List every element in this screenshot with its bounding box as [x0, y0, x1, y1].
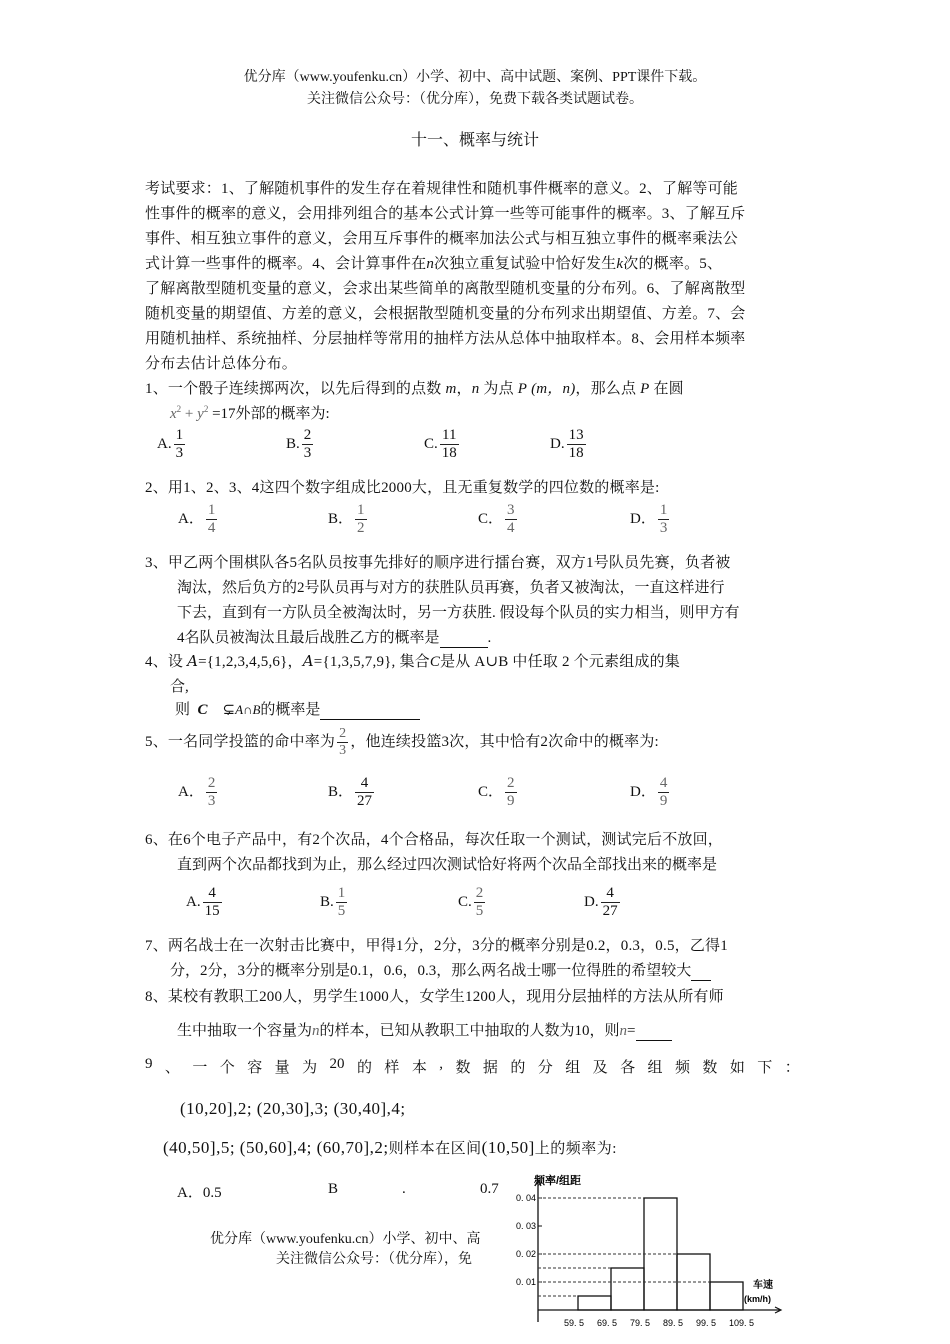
question-9-line-3: (40,50],5; (50,60],4; (60,70],2;则样本在区间(10,50]上的频率为:	[163, 1138, 617, 1157]
question-9-line-2: (10,20],2; (20,30],3; (30,40],4;	[180, 1099, 406, 1118]
q9-char: 频	[674, 1060, 690, 1076]
question-9-line-1	[145, 1056, 800, 1077]
footer-line-1: 优分库（www.youfenku.cn）小学、初中、高	[210, 1232, 481, 1247]
question-7-line-2: 分，2分，3分的概率分别是0.1，0.6，0.3，那么两名战士哪一位得胜的希望较大	[170, 959, 711, 981]
question-2-text: 2、用1、2、3、4这四个数字组成比2000大，且无重复数学的四位数的概率是:	[145, 480, 660, 496]
question-4-line-3: 则 C ⊊A∩B的概率是	[175, 698, 420, 720]
q5-option-b: B． $\frac{4}{27}$	[328, 775, 373, 810]
q9-char: 为	[302, 1060, 318, 1076]
q1-option-d: D. $\frac{13}{18}$	[550, 427, 584, 462]
histogram-bar	[611, 1268, 644, 1310]
question-5-text: 5、一名同学投篮的命中率为 $\frac{2}{3}$ ，他连续投篮3次，其中恰有2次命中的概率为:	[145, 726, 659, 759]
q5-option-c: C． $\frac{2}{9}$	[478, 775, 515, 810]
q1-option-c: C. $\frac{11}{18}$	[424, 427, 457, 462]
histogram-bar	[710, 1282, 743, 1310]
q9-char: 的	[510, 1060, 526, 1076]
question-6-line-1: 6、在6个电子产品中，有2个次品，4个合格品，每次任取一个测试，测试完后不放回，	[145, 832, 724, 848]
q9-char: 下	[757, 1060, 773, 1076]
question-4-line-1: 4、设 A={1,2,3,4,5,6}，A={1,3,5,7,9}, 集合C是从 A∪B 中任取 2 个元素组成的集	[145, 652, 681, 670]
q9-char: 组	[565, 1060, 581, 1076]
q9-char: 个	[219, 1060, 235, 1076]
q9-char: 的	[356, 1060, 372, 1076]
question-3-line-4: 4名队员被淘汰且最后战胜乙方的概率是 .	[177, 630, 492, 646]
q9-char: 如	[729, 1060, 745, 1076]
chart-title: 频率/组距	[534, 1175, 582, 1187]
question-8-line-2: 生中抽取一个容量为n的样本，已知从教职工中抽取的人数为10，则n=	[177, 1019, 672, 1041]
x-tick-label: 69. 5	[597, 1318, 618, 1328]
question-4-line-2: 合,	[170, 679, 189, 695]
q1-option-a: A. $\frac{1}{3}$	[157, 427, 184, 462]
q9-char: ,	[439, 1056, 444, 1072]
header-line-2: 关注微信公众号：（优分库），免费下载各类试题试卷。	[307, 92, 643, 107]
requirements-line-4: 式计算一些事件的概率。4、会计算事件在n次独立重复试验中恰好发生k次的概率。5、	[145, 256, 723, 272]
requirements-line-2: 性事件的概率的意义，会用排列组合的基本公式计算一些等可能事件的概率。3、了解互斥	[145, 206, 746, 222]
footer-line-2: 关注微信公众号：（优分库），免	[276, 1252, 472, 1267]
q9-option-c: 0.7	[480, 1181, 499, 1197]
x-tick-label: 79. 5	[630, 1318, 651, 1328]
q9-char: 分	[537, 1060, 553, 1076]
y-tick-label: 0. 02	[516, 1249, 537, 1259]
requirements-line-6: 随机变量的期望值、方差的意义，会根据散型随机变量的分布列求出期望值、方差。7、会	[145, 306, 746, 322]
question-3-line-1: 3、甲乙两个围棋队各5名队员按事先排好的顺序进行擂台赛，双方1号队员先赛，负者被	[145, 555, 731, 571]
q9-char: 、	[164, 1060, 180, 1076]
q9-char: ：	[784, 1060, 800, 1076]
q9-char: 及	[592, 1060, 608, 1076]
requirements-line-7: 用随机抽样、系统抽样、分层抽样等常用的抽样方法从总体中抽取样本。8、会用样本频率	[145, 331, 746, 347]
question-6-line-2: 直到两个次品都找到为止，那么经过四次测试恰好将两个次品全部找出来的概率是	[177, 857, 718, 873]
q2-option-b: B． $\frac{1}{2}$	[328, 502, 365, 537]
question-7-line-1: 7、两名战士在一次射击比赛中，甲得1分，2分，3分的概率分别是0.2，0.3，0.5，乙得1	[145, 938, 728, 954]
y-tick-label: 0. 04	[516, 1193, 537, 1203]
page-title: 十一、概率与统计	[410, 132, 539, 149]
q5-option-d: D． $\frac{4}{9}$	[630, 775, 668, 810]
requirements-line-1: 考试要求：1、了解随机事件的发生存在着规律性和随机事件概率的意义。2、了解等可能	[145, 181, 739, 197]
q9-char: 9	[145, 1056, 153, 1072]
requirements-line-8: 分布去估计总体分布。	[145, 356, 298, 372]
x-tick-label: 59. 5	[564, 1318, 585, 1328]
q5-option-a: A． $\frac{2}{3}$	[178, 775, 216, 810]
q2-option-a: A． $\frac{1}{4}$	[178, 502, 216, 537]
q1-option-b: B. $\frac{2}{3}$	[286, 427, 312, 462]
q6-option-a: A. $\frac{4}{15}$	[186, 885, 220, 920]
q9-char: 样	[384, 1060, 400, 1076]
q9-char: 各	[620, 1060, 636, 1076]
y-tick-label: 0. 01	[516, 1277, 537, 1287]
question-1-line-2: $x^2 + y^2 =17$外部的概率为:	[170, 404, 330, 422]
q2-option-c: C． $\frac{3}{4}$	[478, 502, 515, 537]
histogram-bar	[578, 1296, 611, 1310]
q6-option-d: D. $\frac{4}{27}$	[584, 885, 618, 920]
y-tick-label: 0. 03	[516, 1221, 537, 1231]
q9-char: 数	[702, 1060, 718, 1076]
question-3-line-3: 下去，直到有一方队员全被淘汰时，另一方获胜. 假设每个队员的实力相当，则甲方有	[177, 605, 740, 621]
q9-option-b: B	[328, 1181, 339, 1197]
question-1-line-1: 1、一个骰子连续掷两次，以先后得到的点数 m，n 为点 P (m，n)，那么点 P 在圆	[145, 381, 684, 397]
q6-option-b: B. $\frac{1}{5}$	[320, 885, 346, 920]
q9-char: 本	[411, 1060, 427, 1076]
q9-char: 组	[647, 1060, 663, 1076]
requirements-line-3: 事件、相互独立事件的意义，会用互斥事件的概率加法公式与相互独立事件的概率乘法公	[145, 231, 738, 247]
q9-option-dot: .	[402, 1181, 406, 1197]
header-line-1: 优分库（www.youfenku.cn）小学、初中、高中试题、案例、PPT课件下载。	[243, 70, 707, 85]
chart-xlabel: 车速	[753, 1280, 773, 1291]
q9-char: 20	[329, 1056, 345, 1072]
question-3-line-2: 淘汰，然后负方的2号队员再与对方的获胜队员再赛，负者又被淘汰，一直这样进行	[177, 580, 725, 596]
histogram-chart	[510, 1170, 800, 1344]
chart-xunit: (km/h)	[744, 1294, 771, 1304]
requirements-line-5: 了解离散型随机变量的意义，会求出某些简单的离散型随机变量的分布列。6、了解离散型	[145, 281, 746, 297]
x-tick-label: 99. 5	[696, 1318, 717, 1328]
q9-char: 数	[455, 1060, 471, 1076]
q9-char: 容	[247, 1060, 263, 1076]
q9-option-a: A．0.5	[177, 1185, 222, 1201]
x-tick-label: 89. 5	[663, 1318, 684, 1328]
q2-option-d: D． $\frac{1}{3}$	[630, 502, 668, 537]
x-tick-label: 109. 5	[729, 1318, 755, 1328]
question-8-line-1: 8、某校有教职工200人，男学生1000人，女学生1200人，现用分层抽样的方法从所有师	[145, 989, 724, 1005]
q9-char: 据	[482, 1060, 498, 1076]
q9-char: 量	[274, 1060, 290, 1076]
q6-option-c: C. $\frac{2}{5}$	[458, 885, 484, 920]
q9-char: 一	[192, 1060, 208, 1076]
